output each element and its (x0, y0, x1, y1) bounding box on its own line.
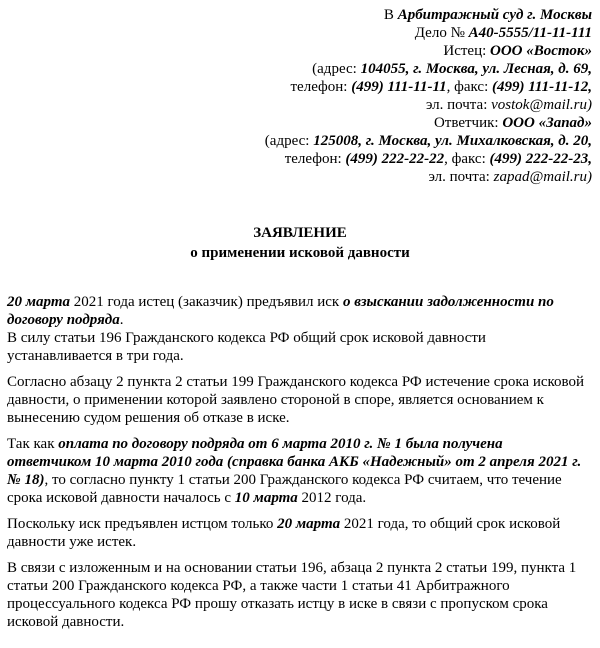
defendant-address: 125008, г. Москва, ул. Михалковская, д. 20, (313, 133, 592, 149)
document-title: ЗАЯВЛЕНИЕ (253, 225, 347, 241)
plaintiff-email: vostok@mail.ru) (491, 97, 592, 113)
defendant-email: zapad@mail.ru) (493, 169, 592, 185)
court-line (152, 6, 592, 24)
plaintiff-line (152, 42, 592, 60)
claim-end: . (119, 312, 124, 328)
defendant-name: ООО «Запад» (502, 115, 592, 131)
paragraph-expired (7, 515, 589, 551)
plaintiff-email-line (152, 96, 592, 114)
plaintiff-email-prefix: эл. почта: (425, 97, 492, 113)
court-name: Арбитражный суд г. Москвы (397, 7, 592, 23)
expired-intro: Поскольку иск предъявлен истцом только (7, 516, 278, 532)
payment-details: оплата по договору подряда от 6 марта 2010 г. № 1 была получена ответчиком 10 марта 2010 года (справка банка АКБ «Надежный» от 2 апреля 2021 г. № 18) (7, 436, 582, 488)
defendant-line (152, 114, 592, 132)
plaintiff-name: ООО «Восток» (490, 43, 592, 59)
plaintiff-address-prefix: (адрес: (312, 61, 361, 77)
payment-text: , то согласно пункту 1 статьи 200 Гражданского кодекса РФ считаем, что течение срока исковой давности началось с (7, 472, 562, 506)
paragraph-payment (7, 435, 589, 507)
limitation-start-date: 10 марта (234, 490, 298, 506)
court-prefix: В (383, 7, 398, 23)
document-body (7, 293, 589, 639)
defendant-fax: (499) 222-22-23, (489, 151, 592, 167)
plaintiff-prefix: Истец: (443, 43, 491, 59)
document-title-block (0, 224, 600, 262)
claim-text: 2021 года истец (заказчик) предъявил иск (70, 294, 343, 310)
defendant-phone-prefix: телефон: (284, 151, 346, 167)
addressee-block (152, 6, 592, 186)
plaintiff-address-line (152, 60, 592, 78)
plaintiff-phone-prefix: телефон: (290, 79, 352, 95)
document-subtitle: о применении исковой давности (190, 245, 410, 261)
defendant-fax-prefix: , факс: (444, 151, 490, 167)
case-prefix: Дело № (414, 25, 469, 41)
claim-date: 20 марта (7, 294, 70, 310)
expired-text: 2021 года, то общий срок исковой давности уже истек. (7, 516, 561, 550)
payment-intro: Так как (7, 436, 59, 452)
paragraph-request: В связи с изложенным и на основании статьи 196, абзаца 2 пункта 2 статьи 199, пункта 1 статьи 200 Гражданского кодекса РФ, а также части 1 статьи 41 Арбитражного процессуального кодекса РФ прошу отказать истцу в иске в связи с пропуском срока исковой давности. (7, 560, 577, 630)
case-number: А40-5555/11-11-111 (468, 25, 592, 41)
plaintiff-fax: (499) 111-11-12, (492, 79, 592, 95)
defendant-address-line (152, 132, 592, 150)
plaintiff-phone-line (152, 78, 592, 96)
case-line (152, 24, 592, 42)
plaintiff-phone: (499) 111-11-11 (351, 79, 447, 95)
plaintiff-address: 104055, г. Москва, ул. Лесная, д. 69, (360, 61, 592, 77)
defendant-prefix: Ответчик: (433, 115, 503, 131)
filing-date: 20 марта (277, 516, 341, 532)
paragraph-article-199: Согласно абзацу 2 пункта 2 статьи 199 Гражданского кодекса РФ истечение срока исковой давности, о применении которой заявлено стороной в споре, является основанием к вынесению судом решения об отказе в иске. (7, 374, 585, 426)
paragraph-claim (7, 293, 589, 365)
defendant-phone-line (152, 150, 592, 168)
payment-end: 2012 года. (297, 490, 367, 506)
claim-subject: о взыскании задолженности по договору подряда (7, 294, 554, 328)
limitation-period-text: В силу статьи 196 Гражданского кодекса РФ общий срок исковой давности устанавливается в три года. (7, 330, 486, 364)
defendant-email-line (152, 168, 592, 186)
plaintiff-fax-prefix: , факс: (446, 79, 492, 95)
defendant-address-prefix: (адрес: (264, 133, 314, 149)
defendant-email-prefix: эл. почта: (428, 169, 494, 185)
defendant-phone: (499) 222-22-22 (345, 151, 445, 167)
